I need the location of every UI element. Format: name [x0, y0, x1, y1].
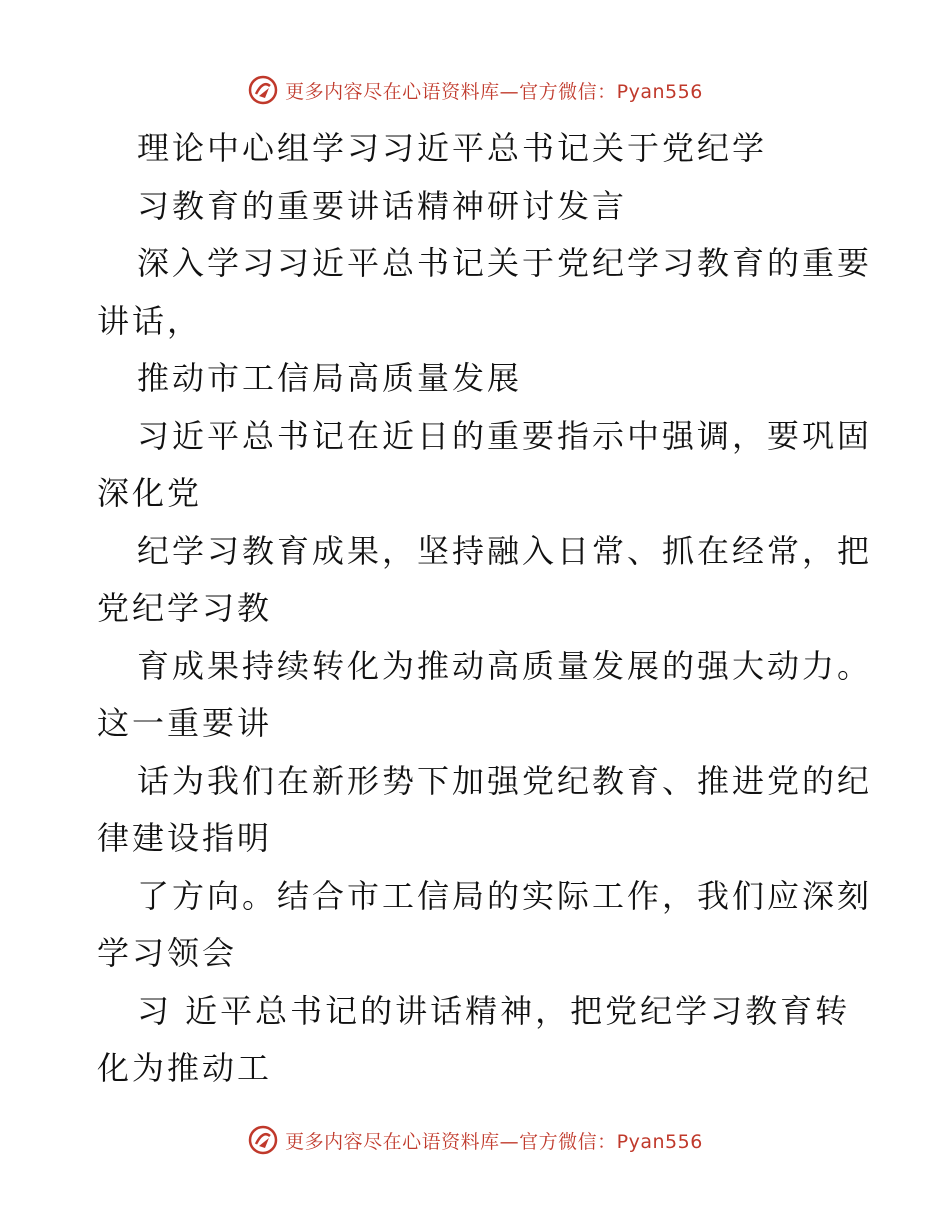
- paragraph-line: 育成果持续转化为推动高质量发展的强大动力。: [137, 646, 873, 685]
- paragraph-line: 话为我们在新形势下加强党纪教育、推进党的纪: [137, 761, 873, 800]
- paragraph-line: 深入学习习近平总书记关于党纪学习教育的重要: [137, 244, 873, 282]
- doc-title-line-1: 理论中心组学习习近平总书记关于党纪学: [137, 129, 768, 167]
- paragraph-line: 深化党: [97, 474, 203, 512]
- document-body: [97, 120, 873, 1098]
- paragraph-line: 讲话，: [97, 301, 203, 340]
- doc-title-line-2: 习教育的重要讲话精神研讨发言: [137, 186, 628, 225]
- paragraph-line: 化为推动工: [97, 1049, 273, 1087]
- paragraph-line: 了方向。结合市工信局的实际工作，我们应深刻: [137, 876, 873, 915]
- brand-logo-icon: [247, 1124, 279, 1156]
- paragraph-line: 党纪学习教: [97, 589, 273, 627]
- paragraph-line: 推动市工信局高质量发展: [137, 359, 523, 397]
- paragraph-line: 学习领会: [97, 934, 238, 972]
- watermark-text: 更多内容尽在心语资料库—官方微信：Pyan556: [285, 1130, 703, 1153]
- paragraph-line: 习 近平总书记的讲话精神，把党纪学习教育转: [137, 991, 851, 1030]
- paragraph-line: 习近平总书记在近日的重要指示中强调，要巩固: [137, 416, 873, 455]
- watermark-footer: [0, 1120, 950, 1160]
- paragraph-line: 律建设指明: [97, 819, 273, 857]
- watermark-header: [0, 70, 950, 110]
- paragraph-line: 这一重要讲: [97, 704, 273, 742]
- paragraph-line: 纪学习教育成果，坚持融入日常、抓在经常，把: [137, 531, 873, 570]
- brand-logo-icon: [247, 74, 279, 106]
- watermark-text: 更多内容尽在心语资料库—官方微信：Pyan556: [285, 80, 703, 103]
